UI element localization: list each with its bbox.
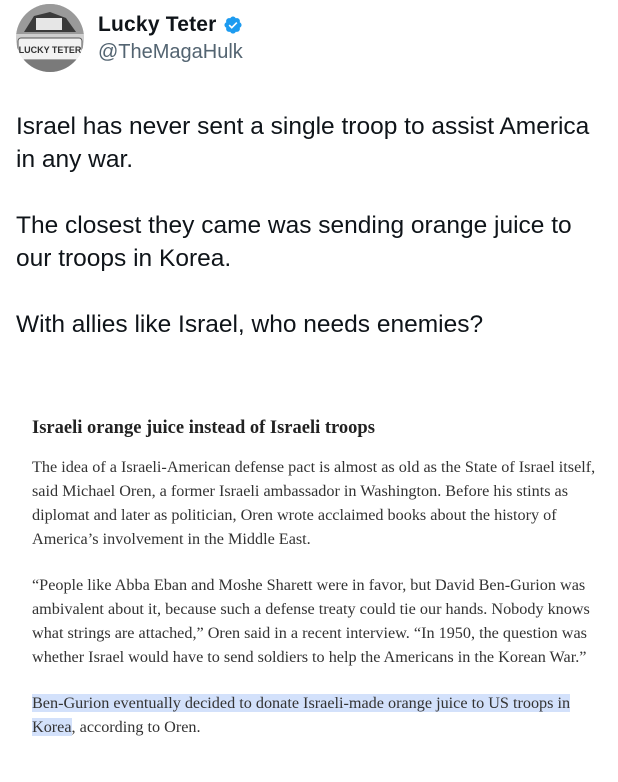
display-name[interactable]: Lucky Teter bbox=[98, 13, 217, 36]
article-paragraph-2: “People like Abba Eban and Moshe Sharett were in favor, but David Ben-Gurion was ambivalent about it, because such a defense treaty could tie our hands. Nobody knows what strings are attached,” Oren said in a recent interview. “In 1950, the question was whether Israel would have to send soldiers to help the Americans in the Korean War.” bbox=[32, 576, 590, 666]
user-handle[interactable]: @TheMagaHulk bbox=[98, 41, 243, 63]
name-line bbox=[98, 12, 243, 38]
article-screenshot bbox=[32, 415, 607, 761]
highlighted-text: Ben-Gurion eventually decided to donate Israeli-made orange juice to US troops in Korea bbox=[32, 694, 571, 736]
article-paragraph-3 bbox=[32, 691, 607, 739]
avatar-image bbox=[16, 4, 84, 72]
verified-badge-icon bbox=[223, 15, 243, 35]
tweet-paragraph-3: With allies like Israel, who needs enemies? bbox=[16, 311, 484, 338]
tweet-body bbox=[16, 110, 606, 341]
article-paragraph-3-rest: , according to Oren. bbox=[71, 718, 201, 736]
avatar[interactable] bbox=[16, 4, 84, 72]
article-paragraph-1: The idea of a Israeli-American defense pact is almost as old as the State of Israel itself, said Michael Oren, a former Israeli ambassador in Washington. Before his stints as diplomat and later as politician, Oren wrote acclaimed books about the history of America’s involvement in the Middle East. bbox=[32, 458, 596, 548]
article-heading: Israeli orange juice instead of Israeli troops bbox=[32, 418, 375, 438]
tweet-paragraph-2: The closest they came was sending orange juice to our troops in Korea. bbox=[16, 212, 572, 272]
tweet-header bbox=[16, 4, 596, 74]
tweet-paragraph-1: Israel has never sent a single troop to assist America in any war. bbox=[16, 113, 590, 173]
avatar-logo-text: LUCKY TETER bbox=[18, 45, 82, 55]
